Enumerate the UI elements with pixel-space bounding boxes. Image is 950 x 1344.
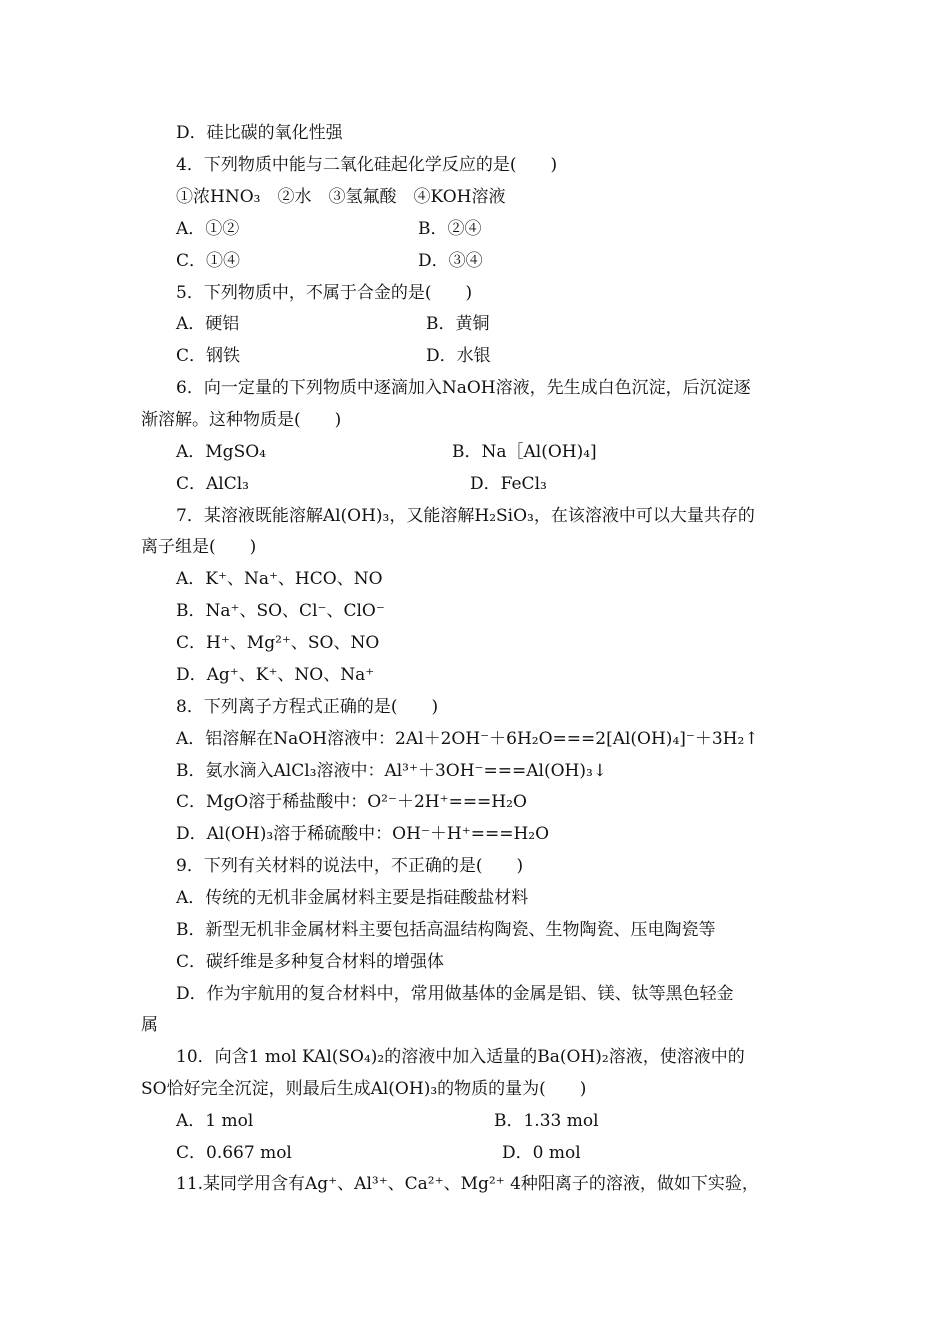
q5-stem: 5．下列物质中，不属于合金的是( ) (176, 283, 473, 303)
q6-options-cd (176, 473, 547, 495)
q5-option-b: B．黄铜 (426, 314, 490, 334)
q7-option-c: C．H⁺、Mg²⁺、SO、NO (176, 633, 380, 653)
q6-option-d: D．FeCl₃ (470, 474, 547, 494)
q5-option-c: C．钢铁 (176, 346, 241, 366)
q3-option-d: D．硅比碳的氧化性强 (176, 123, 343, 143)
q7-option-b: B．Na⁺、SO、Cl⁻、ClO⁻ (176, 601, 385, 621)
q7-option-d: D．Ag⁺、K⁺、NO、Na⁺ (176, 665, 375, 685)
q10-option-b: B．1.33 mol (494, 1111, 599, 1131)
q5-options-cd (176, 345, 491, 367)
q4-options-ab (176, 218, 482, 240)
q5-option-d: D．水银 (426, 346, 491, 366)
q7-option-a: A．K⁺、Na⁺、HCO、NO (176, 569, 383, 589)
q5-option-a: A．硬铝 (176, 314, 240, 334)
q5-options-ab (176, 313, 490, 335)
q4-choices: ①浓HNO₃ ②水 ③氢氟酸 ④KOH溶液 (176, 187, 506, 207)
q9-option-b: B．新型无机非金属材料主要包括高温结构陶瓷、生物陶瓷、压电陶瓷等 (176, 920, 716, 940)
q4-stem: 4．下列物质中能与二氧化硅起化学反应的是( ) (176, 155, 558, 175)
q6-options-ab (176, 441, 597, 463)
q6-option-c: C．AlCl₃ (176, 474, 249, 494)
q11-stem-line1: 11.某同学用含有Ag⁺、Al³⁺、Ca²⁺、Mg²⁺ 4种阳离子的溶液，做如下实验， (176, 1174, 759, 1194)
q8-option-d: D．Al(OH)₃溶于稀硫酸中：OH⁻＋H⁺===H₂O (176, 824, 550, 844)
q9-stem: 9．下列有关材料的说法中，不正确的是( ) (176, 856, 524, 876)
q4-option-c: C．①④ (176, 251, 241, 271)
q10-option-d: D．0 mol (502, 1143, 581, 1163)
q10-option-a: A．1 mol (176, 1111, 254, 1131)
q9-option-d-line2: 属 (141, 1015, 158, 1035)
q10-stem-line1: 10．向含1 mol KAl(SO₄)₂的溶液中加入适量的Ba(OH)₂溶液，使溶液中的 (176, 1047, 745, 1067)
q9-option-c: C．碳纤维是多种复合材料的增强体 (176, 952, 445, 972)
q6-option-a: A．MgSO₄ (176, 442, 266, 462)
q7-stem-line2: 离子组是( ) (141, 537, 257, 557)
q8-option-b: B．氨水滴入AlCl₃溶液中：Al³⁺＋3OH⁻===Al(OH)₃↓ (176, 761, 608, 781)
q6-stem-line1: 6．向一定量的下列物质中逐滴加入NaOH溶液，先生成白色沉淀，后沉淀逐 (176, 378, 751, 398)
q6-stem-line2: 渐溶解。这种物质是( ) (141, 410, 342, 430)
q6-option-b: B．Na［Al(OH)₄] (452, 442, 597, 462)
q7-stem-line1: 7．某溶液既能溶解Al(OH)₃，又能溶解H₂SiO₃，在该溶液中可以大量共存的 (176, 506, 755, 526)
q4-option-a: A．①② (176, 219, 240, 239)
q8-stem: 8．下列离子方程式正确的是( ) (176, 697, 439, 717)
q4-options-cd (176, 250, 483, 272)
q8-option-c: C．MgO溶于稀盐酸中：O²⁻＋2H⁺===H₂O (176, 792, 527, 812)
q4-option-b: B．②④ (418, 219, 482, 239)
q9-option-d-line1: D．作为宇航用的复合材料中，常用做基体的金属是铝、镁、钛等黑色轻金 (176, 984, 734, 1004)
q4-option-d: D．③④ (418, 251, 483, 271)
q10-option-c: C．0.667 mol (176, 1143, 292, 1163)
q10-options-ab (176, 1110, 599, 1132)
q10-stem-line2: SO恰好完全沉淀，则最后生成Al(OH)₃的物质的量为( ) (141, 1079, 587, 1099)
q8-option-a: A．铝溶解在NaOH溶液中：2Al＋2OH⁻＋6H₂O===2[Al(OH)₄]⁻＋3H₂↑ (176, 729, 759, 749)
q10-options-cd (176, 1142, 581, 1164)
q9-option-a: A．传统的无机非金属材料主要是指硅酸盐材料 (176, 888, 529, 908)
